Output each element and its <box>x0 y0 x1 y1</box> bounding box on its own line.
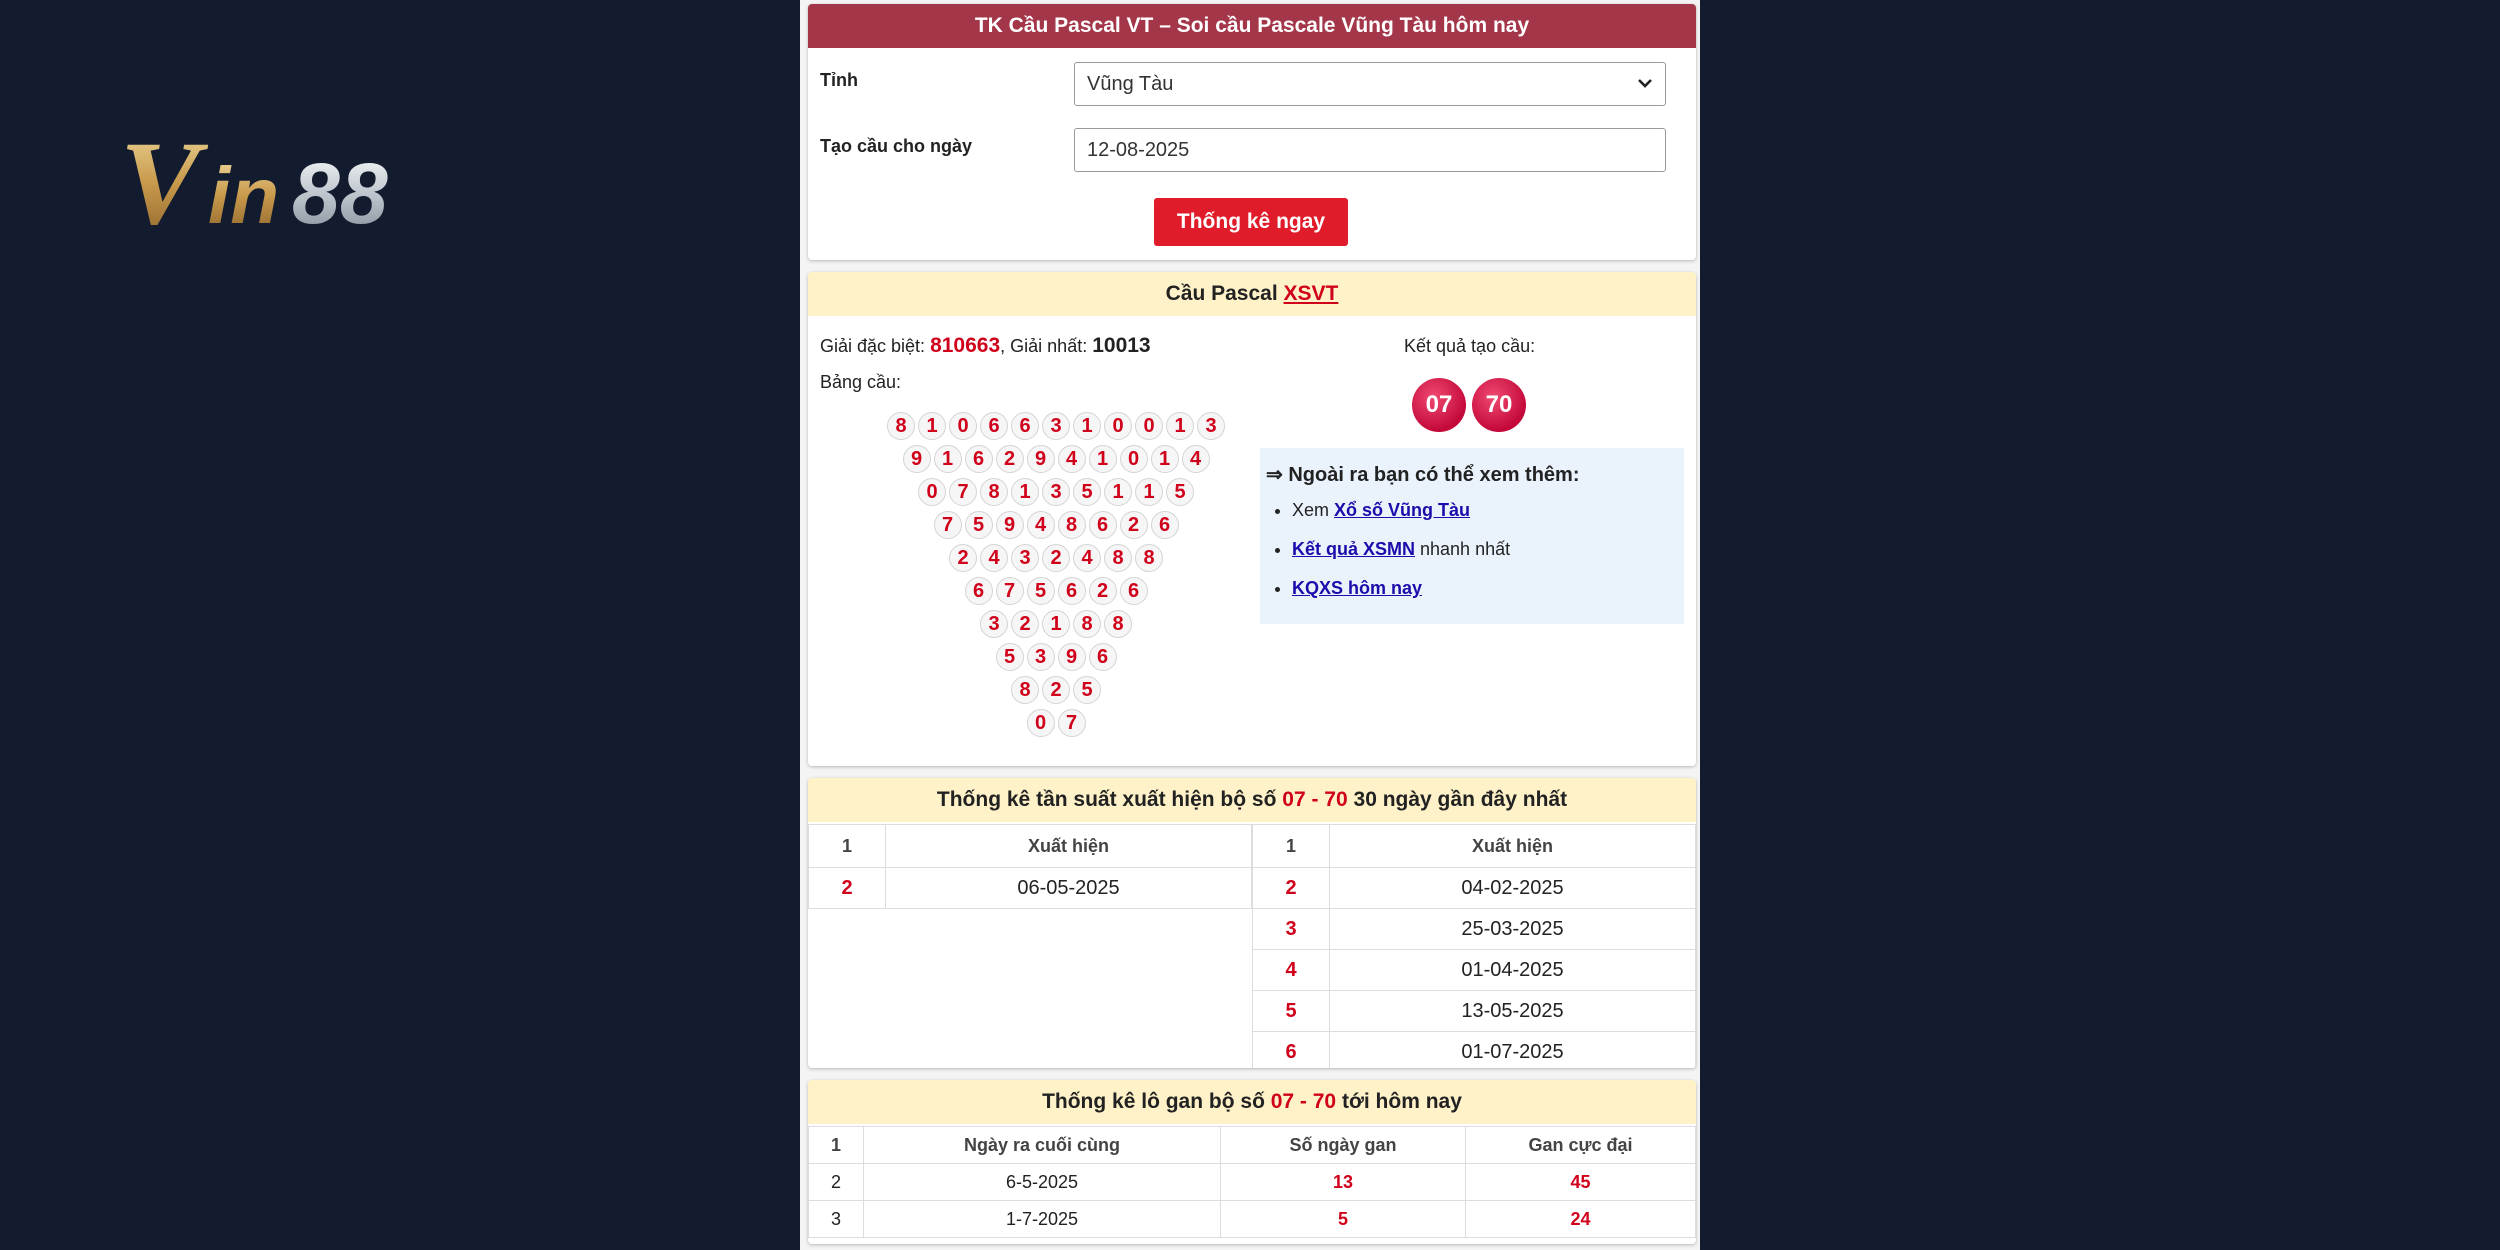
triangle-digit: 0 <box>1027 709 1055 737</box>
ket-qua-xsmn-link[interactable]: Kết quả XSMN <box>1292 539 1416 559</box>
frequency-table-right <box>1252 824 1696 1068</box>
triangle-digit: 1 <box>1011 478 1039 506</box>
see-more-title: ⇒ Ngoài ra bạn có thể xem thêm: <box>1266 464 1580 486</box>
triangle-digit: 6 <box>1058 577 1086 605</box>
row-date: 13-05-2025 <box>1330 991 1696 1032</box>
table-row <box>809 868 1252 909</box>
triangle-digit: 6 <box>1151 511 1179 539</box>
triangle-digit: 4 <box>1058 445 1086 473</box>
row-date: 01-07-2025 <box>1330 1032 1696 1069</box>
see-more-box <box>1260 448 1684 624</box>
triangle-digit: 8 <box>980 478 1008 506</box>
svg-text:88: 88 <box>292 146 388 238</box>
freq-title-pre: Thống kê tần suất xuất hiện bộ số <box>936 788 1277 811</box>
kqxs-hom-nay-link[interactable]: KQXS hôm nay <box>1292 578 1423 598</box>
triangle-digit: 4 <box>1073 544 1101 572</box>
freq-title-pair: 07 - 70 <box>1282 788 1348 811</box>
row-date: 04-02-2025 <box>1330 868 1696 909</box>
triangle-digit: 7 <box>1058 709 1086 737</box>
form-header: TK Cầu Pascal VT – Soi cầu Pascale Vũng Tàu hôm nay <box>808 4 1696 48</box>
pascal-form-card <box>808 4 1696 260</box>
table-header-row <box>1253 825 1696 868</box>
triangle-digit: 2 <box>1042 676 1070 704</box>
table-row <box>1253 1032 1696 1069</box>
row-count: 2 <box>809 868 886 909</box>
triangle-digit: 3 <box>1027 643 1055 671</box>
pascal-result-card <box>808 272 1696 766</box>
first-value: 10013 <box>1092 334 1151 357</box>
table-row <box>809 1164 1696 1201</box>
row-count: 6 <box>1253 1032 1330 1069</box>
triangle-digit: 4 <box>1182 445 1210 473</box>
triangle-digit: 4 <box>980 544 1008 572</box>
col-date-header: Xuất hiện <box>1330 825 1696 868</box>
col-num-header: 1 <box>809 1127 864 1164</box>
triangle-digit: 3 <box>1197 412 1225 440</box>
triangle-digit: 8 <box>1104 544 1132 572</box>
triangle-digit: 6 <box>965 445 993 473</box>
triangle-digit: 6 <box>980 412 1008 440</box>
chevron-down-icon <box>1635 73 1655 93</box>
triangle-digit: 0 <box>1120 445 1148 473</box>
table-row <box>1253 991 1696 1032</box>
triangle-digit: 3 <box>1011 544 1039 572</box>
list-item <box>1292 570 1682 609</box>
row-count: 5 <box>1253 991 1330 1032</box>
frequency-title <box>808 778 1696 822</box>
lo-gan-table <box>808 1126 1696 1238</box>
xo-so-vung-tau-link[interactable]: Xổ số Vũng Tàu <box>1334 500 1471 520</box>
xsvt-link[interactable]: XSVT <box>1283 282 1339 305</box>
row-date: 01-04-2025 <box>1330 950 1696 991</box>
row-max: 45 <box>1466 1164 1696 1201</box>
triangle-digit: 3 <box>1042 478 1070 506</box>
first-label: , Giải nhất: <box>1000 336 1088 356</box>
pascal-title-text: Cầu Pascal <box>1165 282 1278 305</box>
triangle-digit: 1 <box>1042 610 1070 638</box>
list-item <box>1292 531 1682 570</box>
triangle-digit: 7 <box>996 577 1024 605</box>
prize-line <box>820 334 1151 358</box>
triangle-digit: 1 <box>1135 478 1163 506</box>
triangle-digit: 1 <box>1151 445 1179 473</box>
triangle-digit: 5 <box>965 511 993 539</box>
triangle-digit: 8 <box>1011 676 1039 704</box>
gan-title <box>808 1080 1696 1124</box>
triangle-digit: 0 <box>1135 412 1163 440</box>
triangle-digit: 1 <box>1104 478 1132 506</box>
table-row <box>1253 868 1696 909</box>
triangle-digit: 5 <box>1073 676 1101 704</box>
item-text: Xem <box>1292 500 1335 520</box>
triangle-digit: 3 <box>1042 412 1070 440</box>
province-select[interactable] <box>1074 62 1666 106</box>
submit-button[interactable]: Thống kê ngay <box>1154 198 1348 246</box>
gan-title-post: tới hôm nay <box>1341 1090 1462 1113</box>
table-label: Bảng cầu: <box>820 372 902 392</box>
triangle-digit: 2 <box>949 544 977 572</box>
row-max: 24 <box>1466 1201 1696 1238</box>
svg-text:in: in <box>208 151 280 238</box>
gan-title-pair: 07 - 70 <box>1270 1090 1337 1113</box>
triangle-digit: 2 <box>996 445 1024 473</box>
date-input[interactable] <box>1074 128 1666 172</box>
triangle-digit: 1 <box>1166 412 1194 440</box>
triangle-digit: 5 <box>996 643 1024 671</box>
table-header-row <box>809 825 1252 868</box>
main-column <box>800 0 1700 1250</box>
row-last-date: 1-7-2025 <box>864 1201 1221 1238</box>
triangle-digit: 9 <box>996 511 1024 539</box>
triangle-digit: 3 <box>980 610 1008 638</box>
triangle-digit: 0 <box>918 478 946 506</box>
triangle-digit: 8 <box>1104 610 1132 638</box>
triangle-digit: 5 <box>1166 478 1194 506</box>
result-ball: 07 <box>1412 378 1466 432</box>
triangle-digit: 2 <box>1011 610 1039 638</box>
triangle-digit: 8 <box>1058 511 1086 539</box>
row-last-date: 6-5-2025 <box>864 1164 1221 1201</box>
freq-title-post: 30 ngày gần đây nhất <box>1353 788 1568 811</box>
triangle-digit: 9 <box>1027 445 1055 473</box>
lo-gan-card <box>808 1080 1696 1244</box>
triangle-digit: 6 <box>1089 511 1117 539</box>
triangle-digit: 6 <box>1120 577 1148 605</box>
province-value: Vũng Tàu <box>1087 72 1174 95</box>
svg-text:V: V <box>120 118 201 238</box>
triangle-digit: 0 <box>949 412 977 440</box>
pascal-title <box>808 272 1696 316</box>
row-num: 2 <box>809 1164 864 1201</box>
table-row <box>1253 909 1696 950</box>
item-text: nhanh nhất <box>1415 539 1511 559</box>
see-more-list <box>1266 492 1682 609</box>
triangle-digit: 6 <box>1011 412 1039 440</box>
date-value: 12-08-2025 <box>1087 138 1190 161</box>
triangle-digit: 1 <box>934 445 962 473</box>
triangle-digit: 0 <box>1104 412 1132 440</box>
result-label: Kết quả tạo cầu: <box>1404 336 1536 356</box>
triangle-digit: 2 <box>1042 544 1070 572</box>
province-label: Tỉnh <box>820 70 858 90</box>
triangle-digit: 6 <box>1089 643 1117 671</box>
triangle-digit: 8 <box>1135 544 1163 572</box>
special-label: Giải đặc biệt: <box>820 336 926 356</box>
row-date: 06-05-2025 <box>886 868 1252 909</box>
frequency-card <box>808 778 1696 1068</box>
triangle-digit: 9 <box>1058 643 1086 671</box>
table-header-row <box>809 1127 1696 1164</box>
list-item <box>1292 492 1682 531</box>
triangle-digit: 5 <box>1027 577 1055 605</box>
vin88-logo <box>120 118 490 238</box>
row-num: 3 <box>809 1201 864 1238</box>
triangle-digit: 1 <box>1089 445 1117 473</box>
col-last-header: Ngày ra cuối cùng <box>864 1127 1221 1164</box>
triangle-digit: 6 <box>965 577 993 605</box>
frequency-table-left <box>808 824 1252 909</box>
col-max-header: Gan cực đại <box>1466 1127 1696 1164</box>
row-days: 5 <box>1221 1201 1466 1238</box>
row-count: 3 <box>1253 909 1330 950</box>
row-date: 25-03-2025 <box>1330 909 1696 950</box>
triangle-digit: 9 <box>903 445 931 473</box>
result-ball: 70 <box>1472 378 1526 432</box>
triangle-digit: 7 <box>934 511 962 539</box>
triangle-digit: 2 <box>1120 511 1148 539</box>
col-num-header: 1 <box>1253 825 1330 868</box>
triangle-digit: 5 <box>1073 478 1101 506</box>
gan-title-pre: Thống kê lô gan bộ số <box>1042 1090 1265 1113</box>
triangle-digit: 2 <box>1089 577 1117 605</box>
special-value: 810663 <box>930 334 1001 357</box>
col-num-header: 1 <box>809 825 886 868</box>
table-row <box>809 1201 1696 1238</box>
triangle-digit: 8 <box>1073 610 1101 638</box>
date-label: Tạo cầu cho ngày <box>820 136 973 156</box>
triangle-digit: 1 <box>918 412 946 440</box>
triangle-digit: 8 <box>887 412 915 440</box>
row-days: 13 <box>1221 1164 1466 1201</box>
table-row <box>1253 950 1696 991</box>
col-days-header: Số ngày gan <box>1221 1127 1466 1164</box>
row-count: 2 <box>1253 868 1330 909</box>
triangle-digit: 7 <box>949 478 977 506</box>
col-date-header: Xuất hiện <box>886 825 1252 868</box>
triangle-digit: 1 <box>1073 412 1101 440</box>
triangle-digit: 4 <box>1027 511 1055 539</box>
row-count: 4 <box>1253 950 1330 991</box>
